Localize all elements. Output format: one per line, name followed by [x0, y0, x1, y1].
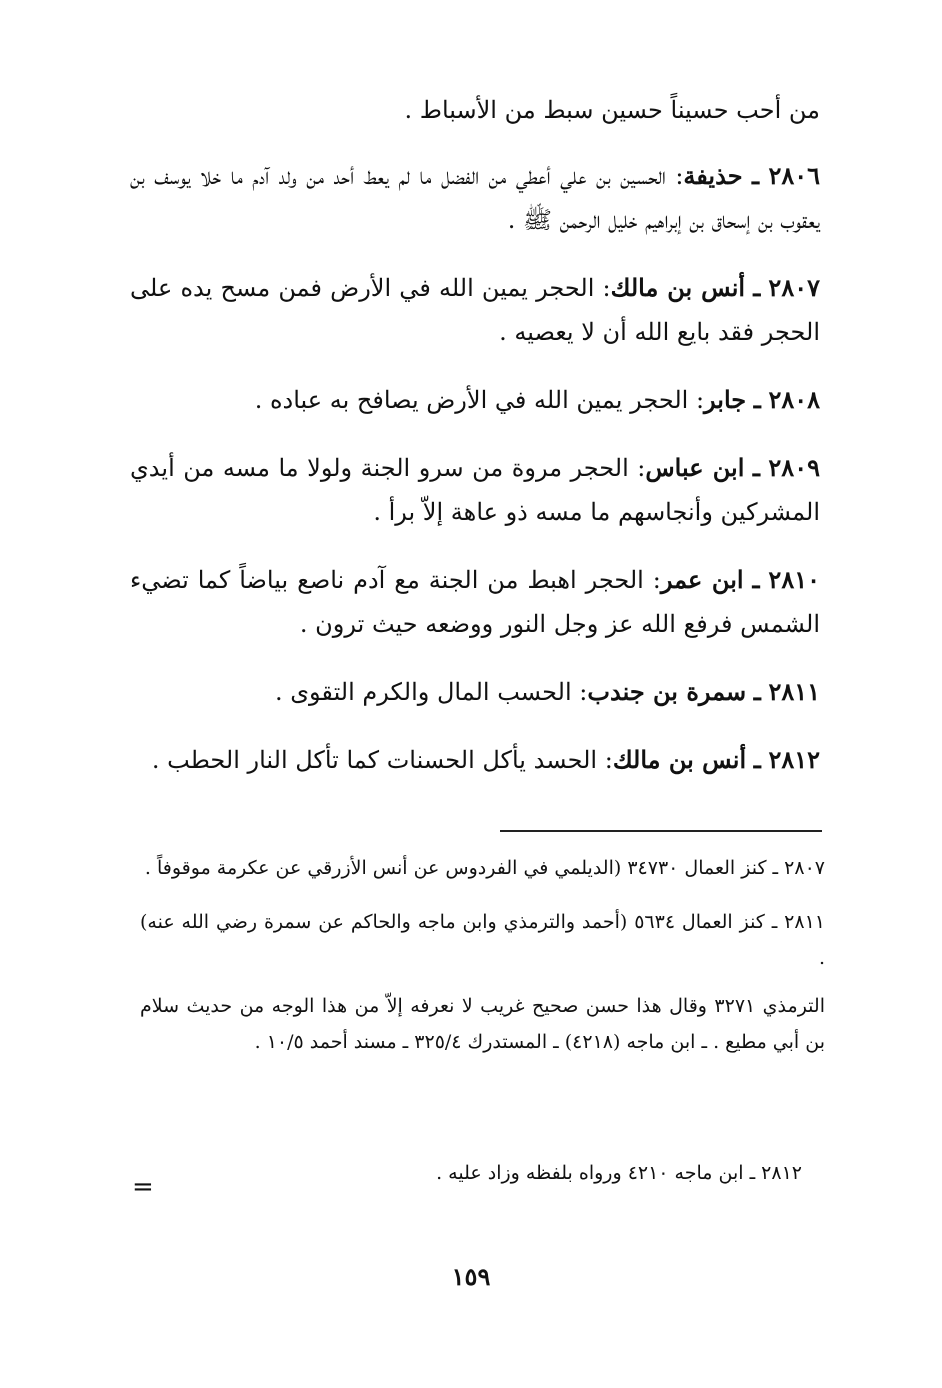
entry-number: ٢٨٠٨	[768, 385, 820, 414]
entry-number: ٢٨٠٦	[768, 161, 820, 190]
narrator-name: أنس بن مالك	[610, 273, 746, 302]
entry-number: ٢٨١٠	[768, 565, 820, 594]
entry-text: الحجر اهبط من الجنة مع آدم ناصع بياضاً كما تضيء الشمس فرفع الله عز وجل النور ووضعه حيث ترون .	[130, 566, 820, 638]
footnote-2807: ٢٨٠٧ ـ كنز العمال ٣٤٧٣٠ (الديلمي في الفردوس عن أنس الأزرقي عن عكرمة موقوفاً .	[144, 857, 825, 879]
entry-2811: ٢٨١١ ـ سمرة بن جندب: الحسب المال والكرم التقوى .	[274, 677, 820, 706]
entry-2810: ٢٨١٠ ـ ابن عمر: الحجر اهبط من الجنة مع آدم ناصع بياضاً كما تضيء الشمس فرفع الله عز وجل النور ووضعه حيث ترون .	[130, 565, 820, 638]
entry-number: ٢٨٠٩	[768, 453, 820, 482]
footnote-2812: ٢٨١٢ ـ ابن ماجه ٤٢١٠ ورواه بلفظه وزاد عليه .	[436, 1162, 802, 1184]
continuation-mark: =	[132, 1172, 154, 1202]
narrator-name: حذيفة	[683, 161, 743, 190]
entry-2808: ٢٨٠٨ ـ جابر: الحجر يمين الله في الأرض يصافح به عباده .	[254, 385, 820, 414]
main-text	[130, 88, 820, 806]
entry-2812: ٢٨١٢ ـ أنس بن مالك: الحسد يأكل الحسنات كما تأكل النار الحطب .	[151, 745, 820, 774]
page-number: ١٥٩	[451, 1262, 491, 1291]
entry-text: الحجر يمين الله في الأرض فمن مسح يده على الحجر فقد بايع الله أن لا يعصيه .	[130, 274, 820, 346]
intro-line: من أحب حسيناً حسين سبط من الأسباط .	[404, 96, 820, 124]
entry-text: الحسب المال والكرم التقوى .	[274, 678, 572, 706]
entry-text: الحسد يأكل الحسنات كما تأكل النار الحطب .	[151, 746, 598, 774]
entry-text: الحجر يمين الله في الأرض يصافح به عباده .	[254, 386, 689, 414]
narrator-name: سمرة بن جندب	[587, 677, 747, 706]
entry-2807: ٢٨٠٧ ـ أنس بن مالك: الحجر يمين الله في الأرض فمن مسح يده على الحجر فقد بايع الله أن لا يعصيه .	[130, 273, 820, 346]
footnote-divider	[500, 830, 822, 832]
footnote-2811: ٢٨١١ ـ كنز العمال ٥٦٣٤ (أحمد والترمذي وابن ماجه والحاكم عن سمرة رضي الله عنه) .	[140, 911, 825, 969]
narrator-name: ابن عمر	[660, 565, 744, 594]
entry-number: ٢٨٠٧	[768, 273, 820, 302]
entry-number: ٢٨١١	[768, 677, 820, 706]
narrator-name: أنس بن مالك	[612, 745, 747, 774]
entry-2806: ٢٨٠٦ ـ حذيفة: الحسين بن علي أعطي من الفضل ما لم يعط أحد من ولد آدم ما خلا يوسف بن يعقوب بن إسحاق بن إبراهيم خليل الرحمن ﷺ .	[130, 161, 820, 234]
narrator-name: ابن عباس	[645, 453, 745, 482]
footnote-2811-continued: الترمذي ٣٢٧١ وقال هذا حسن صحيح غريب لا نعرفه إلاّ من هذا الوجه من حديث سلام بن أبي مطيع . ـ ابن ماجه (٤٢١٨) ـ المستدرك ٣٢٥/٤ ـ مسند أحمد ١٠/٥ .	[140, 995, 825, 1053]
narrator-name: جابر	[704, 385, 747, 414]
footnotes	[140, 850, 825, 1078]
entry-number: ٢٨١٢	[768, 745, 820, 774]
entry-2809: ٢٨٠٩ ـ ابن عباس: الحجر مروة من سرو الجنة ولولا ما مسه من أيدي المشركين وأنجاسهم ما مسه ذو عاهة إلاّ برأ .	[130, 453, 820, 526]
entry-text: الحسين بن علي أعطي من الفضل ما لم يعط أحد من ولد آدم ما خلا يوسف بن يعقوب بن إسحاق بن إبراهيم خليل الرحمن ﷺ .	[130, 162, 820, 234]
entry-text: الحجر مروة من سرو الجنة ولولا ما مسه من أيدي المشركين وأنجاسهم ما مسه ذو عاهة إلاّ برأ .	[130, 454, 820, 526]
